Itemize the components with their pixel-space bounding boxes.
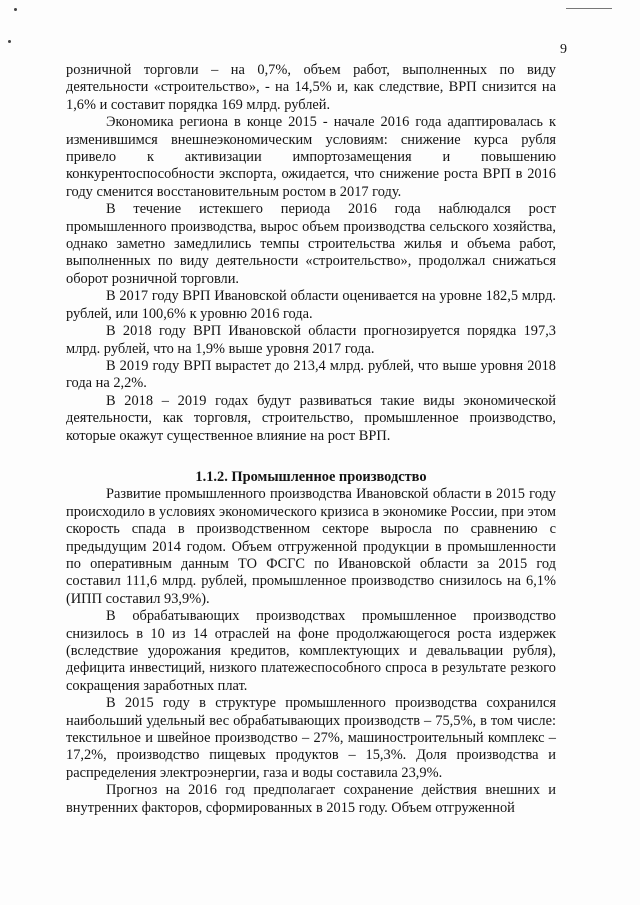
paragraph: розничной торговли – на 0,7%, объем работ, выполненных по виду деятельности «строительство», - на 14,5% и, как следствие, ВРП снизится на 1,6% и составит порядка 169 млрд. рублей. xyxy=(66,62,556,113)
paragraph: Прогноз на 2016 год предполагает сохранение действия внешних и внутренних факторов, сформированных в 2015 году. Объем отгруженной xyxy=(66,782,556,816)
scan-artifact-dot xyxy=(14,8,17,11)
scan-artifact-line xyxy=(566,8,612,9)
paragraph: Развитие промышленного производства Ивановской области в 2015 году происходило в условиях экономического кризиса в экономике России, при этом скорость спада в производственном секторе выросла по сравнению с предыдущим 2014 годом. Объем отгруженной продукции в промышленности по оперативным данным ТО ФСГС по Ивановской области за 2015 год составил 111,6 млрд. рублей, промышленное производство снизилось на 6,1% (ИПП составил 93,9%). xyxy=(66,486,556,607)
paragraph: В 2019 году ВРП вырастет до 213,4 млрд. рублей, что выше уровня 2018 года на 2,2%. xyxy=(66,357,556,392)
paragraph: В обрабатывающих производствах промышленное производство снизилось в 10 из 14 отраслей на фоне продолжающегося роста издержек (вследствие удорожания кредитов, комплектующих и девальвации рубля), дефицита инвестиций, низкого платежеспособного спроса в результате резкого сокращения заработных плат. xyxy=(66,608,556,694)
document-body xyxy=(66,62,556,817)
paragraph: В 2018 году ВРП Ивановской области прогнозируется порядка 197,3 млрд. рублей, что на 1,9% выше уровня 2017 года. xyxy=(66,323,556,357)
paragraph: Экономика региона в конце 2015 - начале 2016 года адаптировалась к изменившимся внешнеэкономическим условиям: снижение курса рубля привело к активизации импортозамещения и повышению конкурентоспособности экспорта, ожидается, что снижение роста ВРП в 2016 году сменится восстановительным ростом в 2017 году. xyxy=(66,114,556,200)
paragraph: В 2015 году в структуре промышленного производства сохранился наибольший удельный вес обрабатывающих производств – 75,5%, в том числе: текстильное и швейное производство – 27%, машиностроительный комплекс – 17,2%, производство пищевых продуктов – 15,3%. Доля производства и распределения электроэнергии, газа и воды составила 23,9%. xyxy=(66,695,556,781)
paragraph: В 2017 году ВРП Ивановской области оценивается на уровне 182,5 млрд. рублей, или 100,6% к уровню 2016 года. xyxy=(66,288,556,322)
section-spacer xyxy=(66,445,556,457)
scan-artifact-dot xyxy=(8,40,11,43)
paragraph: В 2018 – 2019 годах будут развиваться такие виды экономической деятельности, как торговля, строительство, промышленное производство, которые окажут существенное влияние на рост ВРП. xyxy=(66,392,556,444)
section-heading: 1.1.2. Промышленное производство xyxy=(195,468,427,485)
page-number: 9 xyxy=(560,42,567,57)
paragraph: В течение истекшего периода 2016 года наблюдался рост промышленного производства, вырос объем производства сельского хозяйства, однако заметно замедлились темпы строительства жилья и объема работ, выполненных по виду деятельности «строительство», продолжал снижаться оборот розничной торговли. xyxy=(66,201,556,287)
